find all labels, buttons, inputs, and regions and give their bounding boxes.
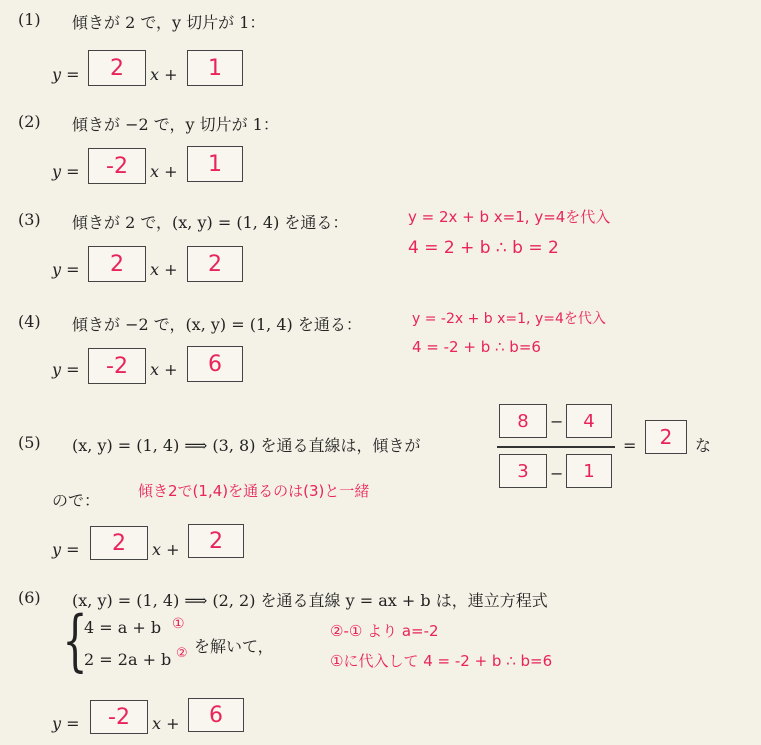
- handwritten-note: y = 2x + b x=1, y=4を代入: [408, 208, 611, 226]
- problem-statement: 傾きが −2 で，y 切片が 1：: [72, 115, 279, 134]
- equals-sign: =: [623, 436, 637, 455]
- fraction-bar: [497, 446, 615, 448]
- eq-mid: x +: [150, 360, 178, 379]
- problem-statement: (x, y) = (1, 4) ⟹ (2, 2) を通る直線 y = ax + b は，連立方程式: [72, 591, 548, 610]
- eq-mid: x +: [152, 540, 180, 559]
- problem-number: (2): [18, 112, 41, 131]
- answer-slope-box: 2: [88, 246, 146, 282]
- handwritten-note: 4 = -2 + b ∴ b=6: [412, 338, 541, 356]
- continuation-text: な: [695, 436, 712, 455]
- answer-slope-box: 2: [88, 50, 146, 86]
- eq-lhs: y =: [52, 260, 80, 279]
- handwritten-note: 傾き2で(1,4)を通るのは(3)と一緒: [138, 482, 370, 500]
- eq-lhs: y =: [52, 540, 80, 559]
- eq-lhs: y =: [52, 360, 80, 379]
- handwritten-note: 4 = 2 + b ∴ b = 2: [408, 238, 559, 258]
- answer-intercept-box: 1: [187, 146, 243, 182]
- problem-number: (6): [18, 588, 41, 607]
- problem-number: (5): [18, 433, 41, 452]
- fraction-denominator-a-box: 3: [499, 454, 547, 488]
- problem-number: (4): [18, 312, 41, 331]
- eq-mid: x +: [150, 65, 178, 84]
- eq-lhs: y =: [52, 65, 80, 84]
- system-brace: {: [62, 602, 88, 679]
- handwritten-note: ②-① より a=-2: [330, 622, 439, 640]
- answer-intercept-box: 2: [188, 524, 244, 558]
- answer-slope-box: -2: [88, 148, 146, 184]
- problem-number: (3): [18, 210, 41, 229]
- eq-lhs: y =: [52, 714, 80, 733]
- answer-intercept-box: 2: [187, 246, 243, 282]
- answer-slope-box: -2: [90, 700, 148, 734]
- problem-statement: 傾きが −2 で，(x, y) = (1, 4) を通る：: [72, 315, 362, 334]
- equation-mark: ①: [172, 616, 185, 632]
- problem-statement: (x, y) = (1, 4) ⟹ (3, 8) を通る直線は，傾きが: [72, 436, 421, 455]
- continuation-text: ので：: [52, 491, 101, 510]
- eq-lhs: y =: [52, 162, 80, 181]
- problem-statement: 傾きが 2 で，(x, y) = (1, 4) を通る：: [72, 213, 349, 232]
- handwritten-note: ①に代入して 4 = -2 + b ∴ b=6: [330, 652, 553, 670]
- fraction-minus: −: [550, 464, 564, 483]
- problem-number: (1): [18, 10, 41, 29]
- eq-mid: x +: [150, 260, 178, 279]
- system-equation-1: 4 = a + b: [84, 618, 162, 637]
- handwritten-note: y = -2x + b x=1, y=4を代入: [412, 311, 606, 327]
- slope-result-box: 2: [645, 420, 687, 454]
- answer-intercept-box: 6: [188, 698, 244, 732]
- answer-slope-box: -2: [88, 348, 146, 384]
- system-equation-2: 2 = 2a + b: [84, 650, 172, 669]
- equation-mark: ②: [176, 646, 188, 661]
- eq-mid: x +: [150, 162, 178, 181]
- fraction-numerator-a-box: 8: [499, 404, 547, 438]
- answer-intercept-box: 6: [187, 346, 243, 382]
- problem-statement: 傾きが 2 で，y 切片が 1：: [72, 13, 266, 32]
- fraction-denominator-b-box: 1: [566, 454, 612, 488]
- answer-slope-box: 2: [90, 526, 148, 560]
- eq-mid: x +: [152, 714, 180, 733]
- answer-intercept-box: 1: [187, 50, 243, 86]
- fraction-numerator-b-box: 4: [566, 404, 612, 438]
- fraction-minus: −: [550, 412, 564, 431]
- system-tail-text: を解いて，: [194, 637, 274, 656]
